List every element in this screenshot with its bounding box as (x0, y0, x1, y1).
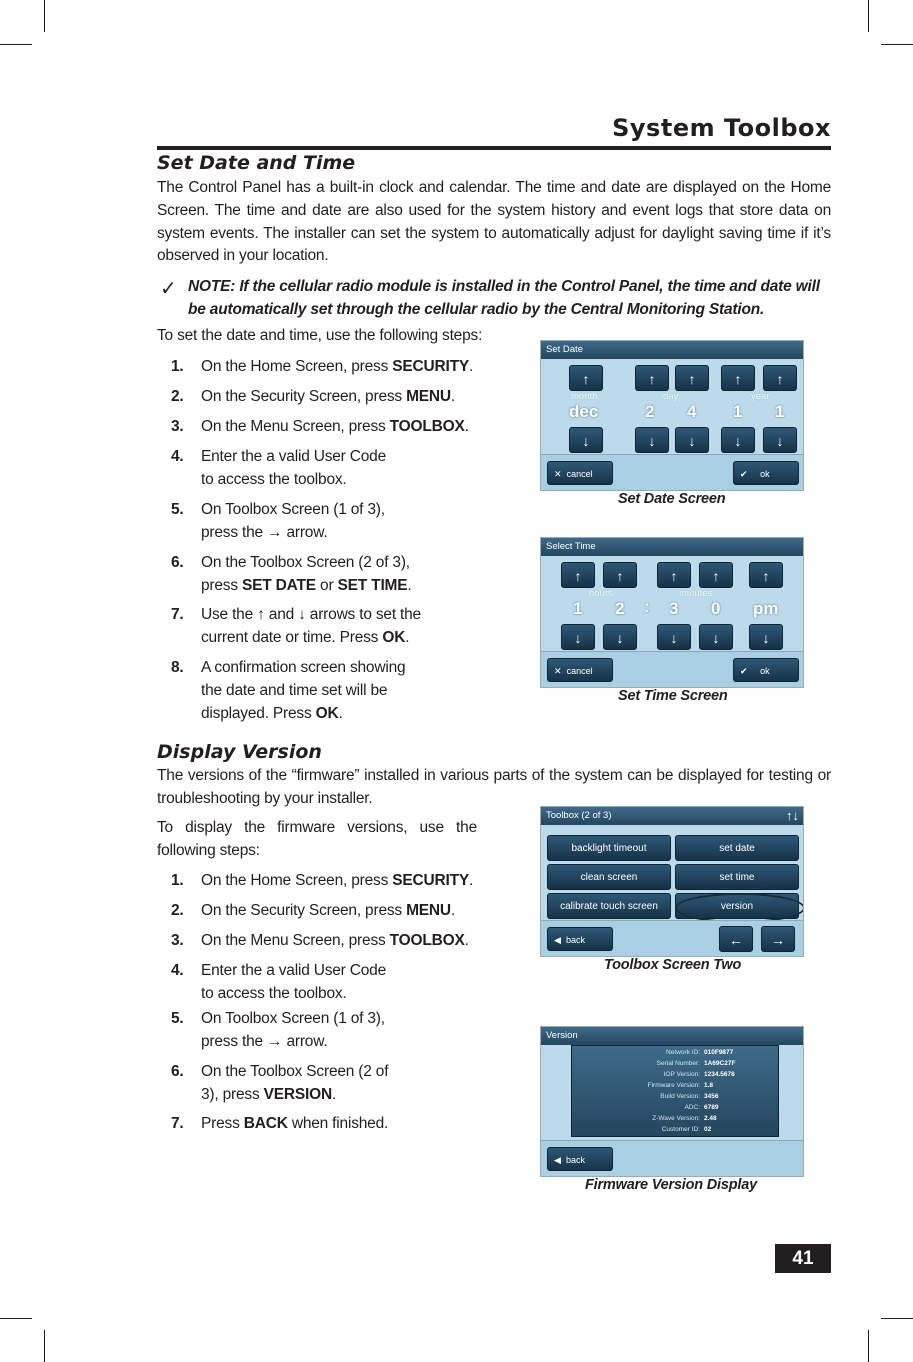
hour-digit: 2 (615, 599, 625, 618)
ok-button-label: ok (760, 469, 770, 479)
step-keyword: SET TIME (337, 577, 408, 594)
step-text: . (407, 577, 412, 594)
set-time-caption: Set Time Screen (618, 688, 728, 704)
hour-digit: 1 (573, 599, 583, 618)
highlight-ellipse (675, 893, 804, 923)
step-text: On the Security Screen, press (201, 902, 407, 919)
step-text: Enter the a valid User Code to access the toolbox. (201, 448, 387, 488)
back-arrow-icon: ◀ (554, 935, 561, 945)
step-number: 7. (171, 1115, 184, 1132)
month-label: month (571, 391, 598, 402)
version-value: 1234.5678 (704, 1071, 735, 1078)
page-number: 41 (775, 1244, 831, 1273)
up-arrow-icon[interactable]: ↑ (675, 365, 709, 391)
cancel-button-label: cancel (566, 469, 593, 479)
step-text: On Toolbox Screen (1 of 3), press the → arrow. (201, 501, 385, 541)
version-value: 6789 (704, 1104, 719, 1111)
step-number: 8. (171, 659, 184, 676)
up-arrow-icon[interactable]: ↑ (561, 562, 595, 588)
set-time-screen-title: Select Time (541, 538, 803, 556)
version-button[interactable]: version (675, 893, 799, 919)
step-text: . (331, 1086, 337, 1103)
step-text: Press (201, 1115, 244, 1132)
toolbox-screen-title: Toolbox (2 of 3) (541, 807, 803, 825)
set-date-caption: Set Date Screen (618, 491, 726, 507)
step-text: On the Menu Screen, press (201, 932, 390, 949)
down-arrow-icon[interactable]: ↓ (657, 624, 691, 650)
step-number: 1. (171, 872, 184, 889)
cancel-button-label: cancel (566, 666, 593, 676)
down-arrow-icon[interactable]: ↓ (635, 427, 669, 453)
step-keyword: TOOLBOX (389, 932, 465, 949)
step-text: when finished. (287, 1115, 389, 1132)
display-version-steps-intro: To display the firmware versions, use the following steps: (157, 819, 477, 859)
version-info-panel (571, 1045, 779, 1137)
up-arrow-icon[interactable]: ↑ (603, 562, 637, 588)
up-arrow-icon[interactable]: ↑ (721, 365, 755, 391)
note-text: If the cellular radio module is installed in the Control Panel, the time and date will be automatically set through the cellular radio by the Central Monitoring Station. (188, 278, 820, 318)
version-value: 010F9877 (704, 1049, 734, 1056)
crop-mark (44, 0, 45, 32)
step-keyword: SET DATE (242, 577, 316, 594)
crop-mark (881, 44, 913, 45)
step-text: . (450, 388, 456, 405)
step-text: . (464, 418, 469, 435)
step-number: 1. (171, 358, 184, 375)
step-number: 6. (171, 1063, 184, 1080)
set-date-time-intro: The Control Panel has a built-in clock and calendar. The time and date are displayed on the Home Screen. The time and date are also used for the system history and event logs that store data on system events. The installer can set the system to automatically adjust for daylight saving time if it’s observed in your location. (157, 179, 831, 265)
step-keyword: BACK (243, 1115, 288, 1132)
backlight-timeout-button[interactable]: backlight timeout (547, 835, 671, 861)
up-arrow-icon[interactable]: ↑ (699, 562, 733, 588)
set-time-screen (540, 537, 804, 688)
checkmark-icon: ✔ (740, 666, 748, 676)
step-keyword: SECURITY (392, 358, 470, 375)
minute-digit: 3 (669, 599, 679, 618)
day-label: day (663, 391, 679, 402)
step-text: On Toolbox Screen (1 of 3), press the → arrow. (201, 1010, 385, 1050)
down-arrow-icon[interactable]: ↓ (763, 427, 797, 453)
step-text: On the Toolbox Screen (2 of 3), press (201, 554, 410, 594)
step-text: . (469, 872, 474, 889)
crop-mark (0, 44, 32, 45)
down-arrow-icon[interactable]: ↓ (561, 624, 595, 650)
set-date-screen-title: Set Date (541, 341, 803, 359)
version-value: 2.48 (704, 1115, 717, 1122)
step-text: Enter the a valid User Code to access the toolbox. (201, 962, 387, 1002)
version-screen-title: Version (541, 1027, 803, 1045)
step-number: 5. (171, 1010, 184, 1027)
step-text: Use the ↑ and ↓ arrows to set the current date or time. Press (201, 606, 421, 646)
step-text: On the Menu Screen, press (201, 418, 390, 435)
screen-footer (541, 651, 803, 687)
down-arrow-icon[interactable]: ↓ (699, 624, 733, 650)
ampm-value: pm (753, 599, 779, 618)
version-caption: Firmware Version Display (585, 1177, 757, 1193)
month-value: dec (569, 402, 599, 421)
toolbox-caption: Toolbox Screen Two (604, 957, 742, 973)
screen-footer (541, 454, 803, 490)
minute-digit: 0 (711, 599, 721, 618)
version-key: Build Version: (660, 1093, 700, 1100)
step-number: 4. (171, 962, 184, 979)
version-key: Customer ID: (661, 1126, 700, 1133)
version-key: Serial Number: (656, 1060, 700, 1067)
time-separator: : (644, 597, 650, 616)
section-title-display-version: Display Version (157, 741, 322, 763)
step-number: 7. (171, 606, 184, 623)
set-date-screen (540, 340, 804, 491)
version-key: Network ID: (666, 1049, 700, 1056)
step-text: . (469, 358, 474, 375)
step-keyword: MENU (406, 902, 451, 919)
toolbox-settings-icon: ↑↓ (786, 808, 799, 823)
crop-mark (868, 1330, 869, 1362)
step-text: On the Home Screen, press (201, 358, 393, 375)
crop-mark (881, 1318, 913, 1319)
header-rule (157, 146, 831, 150)
step-text: A confirmation screen showing the date and time set will be displayed. Press (201, 659, 406, 722)
step-text: On the Home Screen, press (201, 872, 393, 889)
step-number: 3. (171, 418, 184, 435)
year-digit: 1 (733, 402, 743, 421)
step-keyword: SECURITY (392, 872, 470, 889)
version-value: 1.8 (704, 1082, 714, 1089)
step-number: 5. (171, 501, 184, 518)
up-arrow-icon[interactable]: ↑ (635, 365, 669, 391)
year-digit: 1 (775, 402, 785, 421)
crop-mark (0, 1318, 32, 1319)
down-arrow-icon[interactable]: ↓ (749, 624, 783, 650)
back-button[interactable] (547, 1147, 613, 1171)
crop-mark (868, 0, 869, 32)
calibrate-touch-screen-button[interactable]: calibrate touch screen (547, 893, 671, 919)
up-arrow-icon[interactable]: ↑ (749, 562, 783, 588)
version-screen (540, 1026, 804, 1177)
step-text: . (405, 629, 410, 646)
up-arrow-icon[interactable]: ↑ (569, 365, 603, 391)
step-keyword: OK (315, 705, 339, 722)
step-keyword: MENU (406, 388, 451, 405)
screen-footer (541, 920, 803, 956)
step-text: or (315, 577, 338, 594)
hours-label: hours (589, 588, 613, 599)
set-time-button[interactable]: set time (675, 864, 799, 890)
down-arrow-icon[interactable]: ↓ (569, 427, 603, 453)
close-icon: ✕ (554, 666, 562, 676)
step-number: 3. (171, 932, 184, 949)
up-arrow-icon[interactable]: ↑ (657, 562, 691, 588)
section-title-set-date-time: Set Date and Time (157, 152, 356, 174)
back-button[interactable] (547, 927, 613, 951)
clean-screen-button[interactable]: clean screen (547, 864, 671, 890)
back-button-label: back (565, 1155, 585, 1165)
day-digit: 4 (687, 402, 697, 421)
screen-footer (541, 1140, 803, 1176)
up-arrow-icon[interactable]: ↑ (763, 365, 797, 391)
step-text: . (464, 932, 469, 949)
step-keyword: TOOLBOX (389, 418, 465, 435)
minutes-label: minutes (679, 588, 713, 599)
note (188, 276, 833, 321)
step-number: 2. (171, 902, 184, 919)
left-arrow-icon[interactable]: ← (719, 926, 753, 952)
back-button-label: back (565, 935, 585, 945)
step-number: 6. (171, 554, 184, 571)
ok-button-label: ok (760, 666, 770, 676)
close-icon: ✕ (554, 469, 562, 479)
step-keyword: OK (382, 629, 406, 646)
step-text: . (450, 902, 456, 919)
step-text: On the Security Screen, press (201, 388, 407, 405)
checkmark-icon: ✔ (740, 469, 748, 479)
day-digit: 2 (645, 402, 655, 421)
page-header-title: System Toolbox (612, 114, 831, 142)
cancel-button[interactable] (547, 461, 613, 485)
display-version-intro: The versions of the “firmware” installed in various parts of the system can be displayed for testing or troubleshooting by your installer. (157, 767, 831, 807)
year-label: year (751, 391, 770, 402)
set-date-button[interactable]: set date (675, 835, 799, 861)
down-arrow-icon[interactable]: ↓ (721, 427, 755, 453)
crop-mark (44, 1330, 45, 1362)
version-key: Firmware Version: (647, 1082, 700, 1089)
version-value: 02 (704, 1126, 712, 1133)
step-number: 4. (171, 448, 184, 465)
down-arrow-icon[interactable]: ↓ (603, 624, 637, 650)
ok-button[interactable] (733, 461, 799, 485)
step-number: 2. (171, 388, 184, 405)
check-icon: ✓ (160, 276, 177, 300)
step-keyword: VERSION (263, 1086, 332, 1103)
right-arrow-icon[interactable]: → (761, 926, 795, 952)
version-key: Z-Wave Version: (652, 1115, 700, 1122)
version-value: 1A69C27F (704, 1060, 736, 1067)
version-value: 3456 (704, 1093, 719, 1100)
step-text: On the Toolbox Screen (2 of 3), press (201, 1063, 389, 1103)
ok-button[interactable] (733, 658, 799, 682)
set-date-time-steps-intro: To set the date and time, use the following steps: (157, 327, 483, 344)
step-text: . (338, 705, 343, 722)
note-label: NOTE: (188, 278, 236, 295)
back-arrow-icon: ◀ (554, 1155, 561, 1165)
version-key: ADC: (684, 1104, 700, 1111)
cancel-button[interactable] (547, 658, 613, 682)
toolbox-screen (540, 806, 804, 957)
down-arrow-icon[interactable]: ↓ (675, 427, 709, 453)
version-key: IOP Version: (663, 1071, 700, 1078)
